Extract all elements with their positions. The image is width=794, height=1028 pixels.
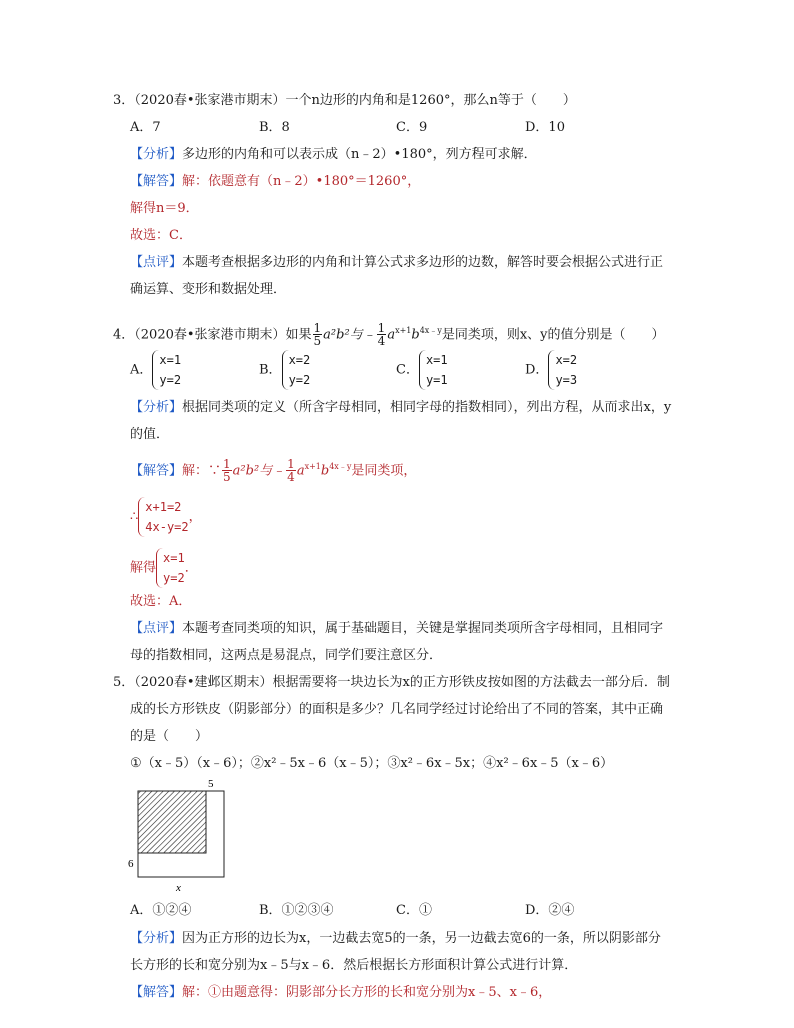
q5-choices: ①（x﹣5）（x﹣6）；②x²﹣5x﹣6（x﹣5）；③x²﹣6x﹣5x；④x²﹣6x﹣5（x﹣6）: [130, 756, 614, 771]
label-left: 6: [128, 858, 134, 870]
solution-tag: 【解答】: [130, 174, 183, 189]
label-top: 5: [208, 778, 214, 790]
q3-option-a: A．7: [130, 120, 161, 135]
q4-system: ∴x+1=2 4x-y=2，: [130, 497, 202, 537]
analysis-tag: 【分析】: [130, 931, 183, 946]
q3-solved: 解得n＝9．: [130, 201, 199, 216]
q5-stem-cont: 成的长方形铁皮（阴影部分）的面积是多少？几名同学经过讨论给出了不同的答案，其中正确: [130, 702, 664, 717]
q5-stem: 5．（2020春•建邺区期末）根据需要将一块边长为x的正方形铁皮按如图的方法截去一部分后．制: [113, 675, 670, 690]
q3-solution: 【解答】解：依题意有（n﹣2）•180°＝1260°，: [130, 174, 421, 189]
q5-analysis-cont: 长方形的长和宽分别为x﹣5与x﹣6．然后根据长方形面积计算公式进行计算．: [130, 958, 578, 973]
q3-answer: 故选：C．: [130, 228, 192, 243]
q5-figure: [128, 775, 238, 895]
shaded-rectangle: [138, 791, 206, 853]
q4-answer: 故选：A．: [130, 594, 192, 609]
analysis-tag: 【分析】: [130, 400, 183, 415]
q5-stem-cont2: 的是（ ）: [130, 729, 209, 744]
q3-option-b: B．8: [259, 120, 290, 135]
q5-option-c: C．①: [396, 903, 432, 918]
q4-option-d: D．x=2 y=3: [525, 350, 577, 390]
analysis-tag: 【分析】: [130, 147, 183, 162]
q4-option-b: B．x=2 y=2: [259, 350, 310, 390]
q4-comment-cont: 母的指数相同，这两点是易混点，同学们要注意区分．: [130, 648, 443, 663]
q4-analysis: 【分析】根据同类项的定义（所含字母相同，相同字母的指数相同），列出方程，从而求出x，y: [130, 400, 672, 415]
solution-tag: 【解答】: [130, 463, 183, 479]
q4-stem: 4．（2020春•张家港市期末）如果 $\frac{1}{5}$ a²b²与﹣ $\frac{1}{4}$ $a^{x+1}b^{4x﹣y}$是同类项，则x、y的值分别是（ ）: [113, 321, 665, 349]
q5-option-a: A．①②④: [130, 903, 192, 918]
q4-analysis-cont: 的值．: [130, 427, 170, 442]
comment-tag: 【点评】: [130, 255, 183, 270]
q3-stem: 3．（2020春•张家港市期末）一个n边形的内角和是1260°，那么n等于（ ）: [113, 93, 576, 108]
q4-option-a: A．x=1 y=2: [130, 350, 181, 390]
q4-comment: 【点评】本题考查同类项的知识，属于基础题目，关键是掌握同类项所含字母相同，且相同字: [130, 621, 664, 636]
q3-option-c: C．9: [396, 120, 428, 135]
label-bottom: x: [176, 882, 181, 894]
fraction: $\frac{1}{4}$: [377, 321, 386, 349]
q4-option-c: C．x=1 y=1: [396, 350, 448, 390]
q3-comment-cont: 确运算、变形和数据处理．: [130, 282, 287, 297]
q4-solution: 【解答】解：∵ $\frac{1}{5}$ a²b²与﹣ $\frac{1}{4}$ $a^{x+1}b^{4x﹣y}$是同类项，: [130, 457, 417, 485]
q5-solution: 【解答】解：①由题意得：阴影部分长方形的长和宽分别为x﹣5、x﹣6，: [130, 985, 552, 1000]
q4-solved: 解得x=1 y=2．: [130, 548, 198, 588]
q3-option-d: D．10: [525, 120, 565, 135]
q5-option-b: B．①②③④: [259, 903, 334, 918]
q5-analysis: 【分析】因为正方形的边长为x，一边截去宽5的一条，另一边截去宽6的一条，所以阴影部分: [130, 931, 661, 946]
q5-option-d: D．②④: [525, 903, 575, 918]
q3-comment: 【点评】本题考查根据多边形的内角和计算公式求多边形的边数，解答时要会根据公式进行正: [130, 255, 664, 270]
fraction: $\frac{1}{5}$: [313, 321, 322, 349]
solution-tag: 【解答】: [130, 985, 183, 1000]
q3-analysis: 【分析】多边形的内角和可以表示成（n﹣2）•180°，列方程可求解．: [130, 147, 537, 162]
comment-tag: 【点评】: [130, 621, 183, 636]
